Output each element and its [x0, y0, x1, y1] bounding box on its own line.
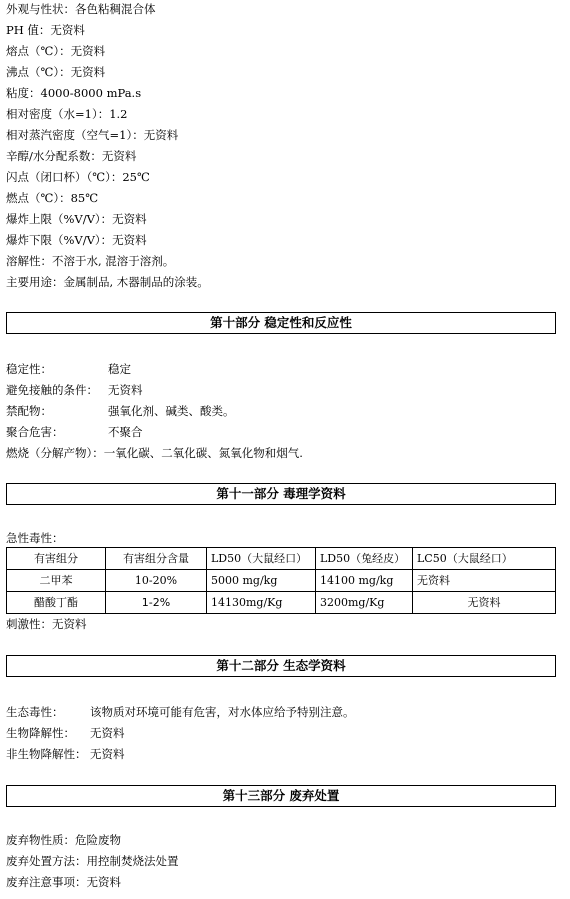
stability-row — [6, 362, 131, 376]
solubility-text: 溶解性：不溶于水, 混溶于溶剂。 — [6, 254, 175, 268]
incompatible-label: 禁配物： — [6, 404, 52, 418]
abiotic-degradability-row — [6, 747, 125, 761]
section12-header: 第十二部分 生态学资料 — [6, 655, 556, 677]
abiotic-degradability-label: 非生物降解性： — [6, 747, 87, 761]
ecotoxicity-row — [6, 705, 355, 719]
avoid-conditions-value: 无资料 — [108, 383, 143, 397]
biodegradability-row — [6, 726, 125, 740]
relative-density-air-text: 相对蒸汽密度（空气=1）：无资料 — [6, 128, 179, 142]
avoid-conditions-row — [6, 383, 143, 397]
stability-value: 稳定 — [108, 362, 131, 376]
section10-header: 第十部分 稳定性和反应性 — [6, 312, 556, 334]
table-row — [7, 592, 556, 614]
table-row — [7, 570, 556, 592]
usage-text: 主要用途：金属制品, 木器制品的涂装。 — [6, 275, 209, 289]
ph-text: PH 值：无资料 — [6, 23, 85, 37]
table-cell: 14100 mg/kg — [316, 570, 413, 592]
header-cell: 有害组分 — [7, 548, 106, 570]
melting-point-text: 熔点（℃）：无资料 — [6, 44, 106, 58]
ecotoxicity-label: 生态毒性： — [6, 705, 64, 719]
viscosity-text: 粘度：4000-8000 mPa.s — [6, 86, 142, 100]
partition-coefficient-text: 辛醇/水分配系数：无资料 — [6, 149, 137, 163]
waste-nature-text: 废弃物性质：危险废物 — [6, 833, 121, 847]
stability-label: 稳定性： — [6, 362, 52, 376]
relative-density-water-text: 相对密度（水=1）：1.2 — [6, 107, 128, 121]
incompatible-row — [6, 404, 235, 418]
polymerization-row — [6, 425, 143, 439]
explosion-upper-text: 爆炸上限（%V/V）：无资料 — [6, 212, 147, 226]
table-cell: 1-2% — [106, 592, 207, 614]
table-cell: 醋酸丁酯 — [7, 592, 106, 614]
combustion-products-text: 燃烧（分解产物）：一氧化碳、二氧化碳、氮氧化物和烟气. — [6, 446, 303, 460]
abiotic-degradability-value: 无资料 — [90, 747, 125, 761]
header-cell: 有害组分含量 — [106, 548, 207, 570]
disposal-notes-text: 废弃注意事项：无资料 — [6, 875, 121, 889]
header-cell: LD50（大鼠经口） — [207, 548, 316, 570]
section13-header: 第十三部分 废弃处置 — [6, 785, 556, 807]
ignition-point-text: 燃点（℃）：85℃ — [6, 191, 99, 205]
header-cell: LD50（兔经皮） — [316, 548, 413, 570]
biodegradability-value: 无资料 — [90, 726, 125, 740]
table-cell: 10-20% — [106, 570, 207, 592]
biodegradability-label: 生物降解性： — [6, 726, 75, 740]
incompatible-value: 强氧化剂、碱类、酸类。 — [108, 404, 235, 418]
section11-header: 第十一部分 毒理学资料 — [6, 483, 556, 505]
table-header-row — [7, 548, 556, 570]
table-cell: 无资料 — [413, 592, 556, 614]
explosion-lower-text: 爆炸下限（%V/V）：无资料 — [6, 233, 147, 247]
table-cell: 二甲苯 — [7, 570, 106, 592]
acute-toxicity-label: 急性毒性： — [6, 531, 64, 545]
ecotoxicity-value: 该物质对环境可能有危害，对水体应给予特别注意。 — [90, 705, 355, 719]
table-cell: 3200mg/Kg — [316, 592, 413, 614]
irritation-text: 刺激性：无资料 — [6, 617, 87, 631]
polymerization-value: 不聚合 — [108, 425, 143, 439]
toxicity-table — [6, 547, 556, 614]
appearance-text: 外观与性状：各色粘稠混合体 — [6, 2, 156, 16]
table-cell: 5000 mg/kg — [207, 570, 316, 592]
avoid-conditions-label: 避免接触的条件： — [6, 383, 98, 397]
flash-point-text: 闪点（闭口杯）（℃）：25℃ — [6, 170, 150, 184]
table-cell: 14130mg/Kg — [207, 592, 316, 614]
polymerization-label: 聚合危害： — [6, 425, 64, 439]
boiling-point-text: 沸点（℃）：无资料 — [6, 65, 106, 79]
table-cell: 无资料 — [413, 570, 556, 592]
header-cell: LC50（大鼠经口） — [413, 548, 556, 570]
disposal-method-text: 废弃处置方法：用控制焚烧法处置 — [6, 854, 179, 868]
